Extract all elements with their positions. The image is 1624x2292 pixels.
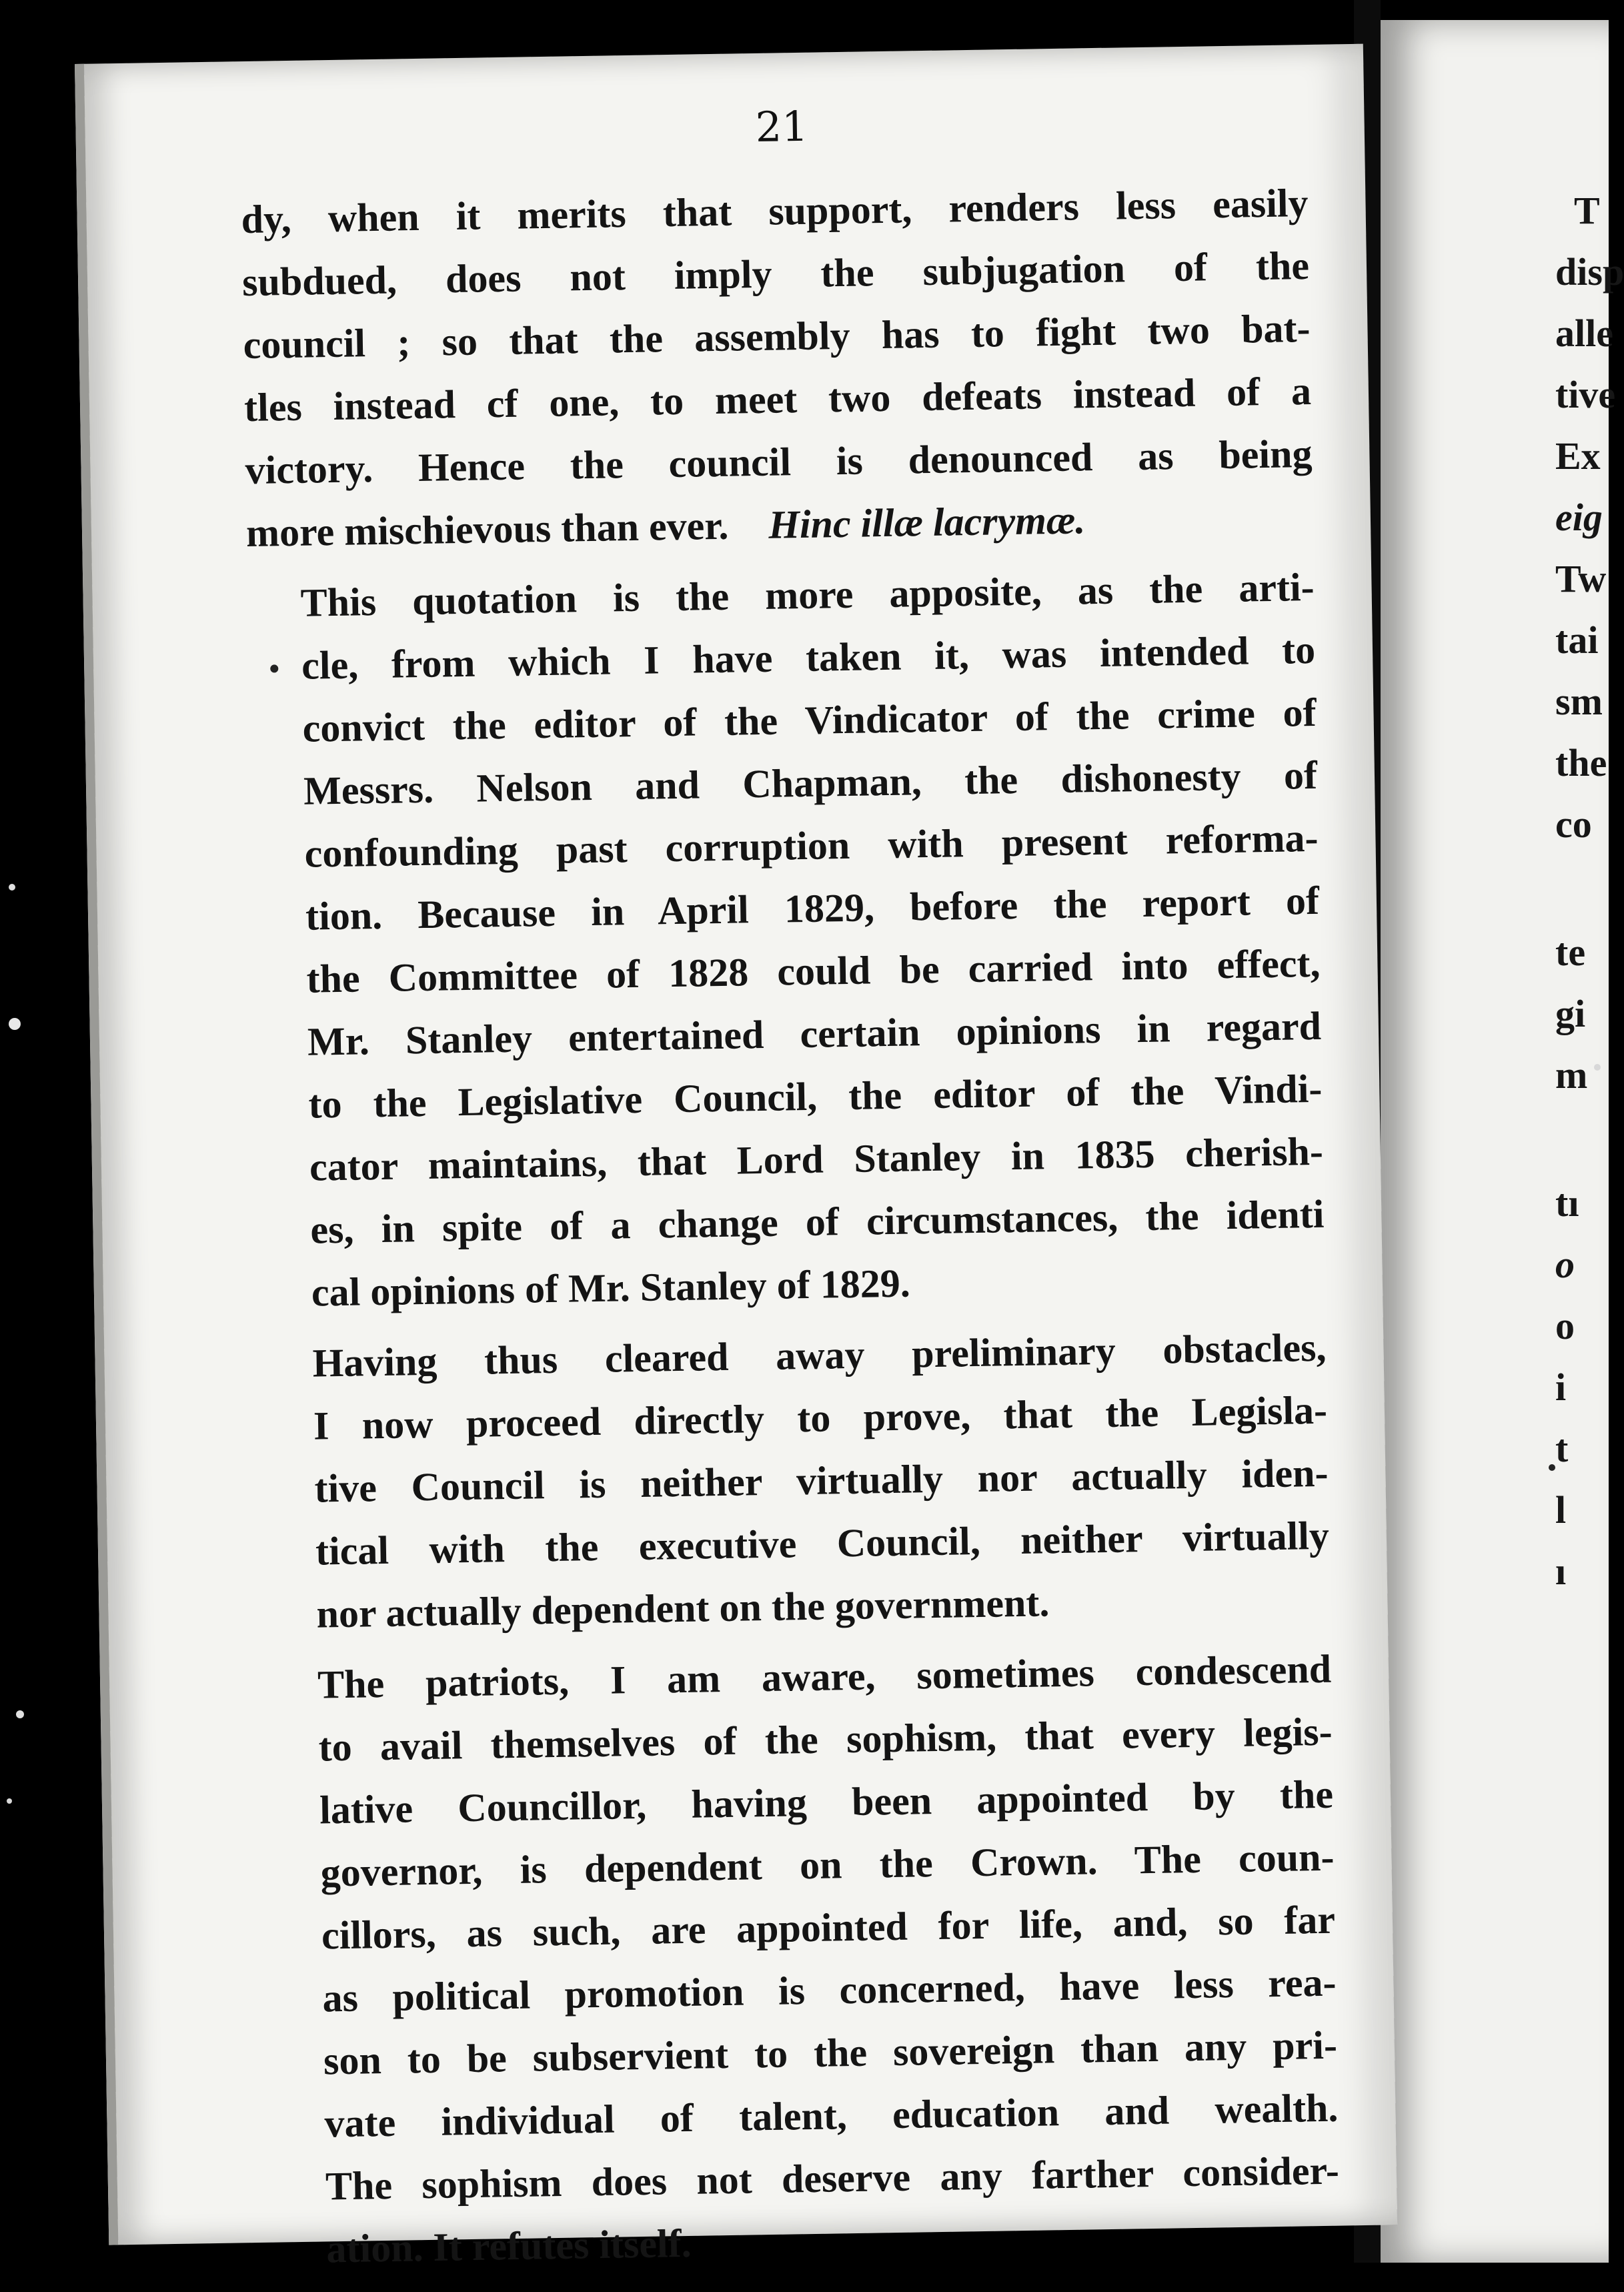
page-number: 21 [755,101,809,151]
text-line: dy, when it merits that support, renders less easily [241,180,1309,242]
text-line: council ; so that the assembly has to fight two bat- [243,306,1311,368]
text-line: confounding past corruption with present reforma- [304,815,1319,876]
latin-phrase: Hinc illæ lacrymæ. [768,498,1086,547]
right-page-margin-dot [1549,1464,1555,1471]
right-page-fragment: te [1555,931,1586,974]
right-page-fragment [1555,1106,1624,1173]
paragraph-3 [259,1316,1331,1646]
text-line: governor, is dependent on the Crown. The coun- [320,1834,1335,1895]
right-page-fragment: tai [1555,618,1599,662]
text-line: cle, from which I have taken it, was intended to [301,627,1316,688]
right-page-fragment: alle [1555,312,1613,355]
text-line: Having thus cleared away preliminary obstacles, [312,1325,1327,1385]
text-line: convict the editor of the Vindicator of the crime of [302,690,1317,750]
paragraph-4 [263,1638,1341,2281]
text-line: This quotation is the more apposite, as the arti- [300,564,1315,625]
text-line: tles instead cf one, to meet two defeats instead of a [243,368,1312,430]
text-line: as political promotion is concerned, have less rea- [322,1960,1337,2021]
right-page-fragment: m [1555,1053,1588,1097]
left-page [75,44,1397,2271]
right-page-fragment: tı [1555,1181,1579,1225]
right-page-fragment [1555,855,1624,922]
right-page-text-fragments [1555,180,1624,1602]
right-page-fragment: disp [1555,250,1624,294]
text-line: son to be subservient to the sovereign than any pri- [323,2023,1338,2083]
right-page-fragment: t [1555,1427,1569,1470]
text-line: Mr. Stanley entertained certain opinions in regard [307,1003,1322,1064]
right-page-fragment: T [1574,189,1600,232]
text-line: The patriots, I am aware, sometimes condescend [317,1646,1332,1707]
right-page-fragment: co [1555,802,1592,846]
right-page-fragment: sm [1555,680,1603,723]
text-line: subdued, does not imply the subjugation of the [241,243,1310,305]
right-page-fragment: l [1555,1488,1567,1532]
right-page-fragment: the [1555,741,1607,784]
page-body-text [241,171,1341,2289]
text-fragment: more mischievous than ever. [245,503,729,556]
text-line: tical with the executive Council, neither virtually [315,1513,1330,1574]
right-page-fragment: o [1555,1304,1575,1347]
text-line: to the Legislative Council, the editor of the Vindi- [308,1066,1323,1127]
right-page-fragment: ı [1555,1550,1567,1593]
right-page-fragment: Ex [1555,434,1601,478]
text-line: tive Council is neither virtually nor actually iden- [314,1450,1329,1511]
text-line: tion. Because in April 1829, before the report of [305,878,1320,939]
right-page-fragment: i [1555,1365,1567,1409]
text-line: es, in spite of a change of circumstances, the identi [309,1191,1325,1252]
text-line: to avail themselves of the sophism, that every legis- [318,1709,1333,1770]
text-line: cillors, as such, are appointed for life, and, so far [321,1897,1336,1958]
right-page-fragment: o [1555,1243,1575,1286]
right-page-fragment: eig [1555,496,1603,539]
right-page-edge [1381,20,1624,2263]
text-line: cal opinions of Mr. Stanley of 1829. [311,1261,911,1315]
text-line: ation. It refutes itself. [325,2221,692,2271]
text-line: I now proceed directly to prove, that the Legisla- [313,1387,1328,1448]
text-line: cator maintains, that Lord Stanley in 1835 cherish- [309,1129,1324,1189]
paragraph-2 [247,556,1326,1325]
text-line: lative Councillor, having been appointed by the [319,1772,1334,1832]
text-line: nor actually dependent on the government. [316,1580,1050,1636]
text-line: The sophism does not deserve any farther consider- [325,2148,1340,2209]
right-page-fragment: tive [1555,373,1616,416]
right-page-fragment: gi [1555,992,1586,1035]
text-line: victory. Hence the council is denounced as being [245,431,1313,493]
text-line: the Committee of 1828 could be carried into effect, [306,941,1321,1001]
text-line: vate individual of talent, education and wealth. [324,2085,1339,2146]
text-line: Messrs. Nelson and Chapman, the dishonesty of [303,752,1318,813]
paragraph-1 [241,171,1314,564]
right-page-fragment: Tw [1555,557,1607,600]
